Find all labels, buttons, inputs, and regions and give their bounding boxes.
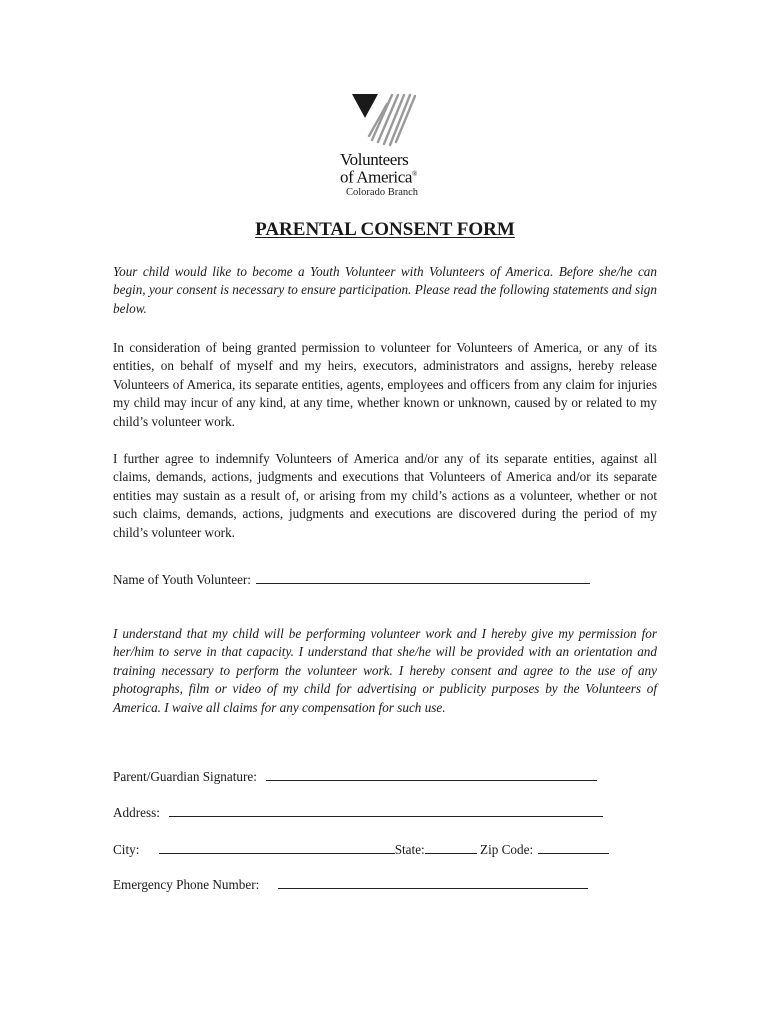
phone-label: Emergency Phone Number:: [113, 877, 260, 892]
youth-name-label: Name of Youth Volunteer:: [113, 572, 251, 587]
address-row: [113, 803, 603, 822]
phone-row: [113, 875, 588, 894]
form-title: [0, 219, 770, 241]
address-field[interactable]: [169, 803, 603, 817]
city-state-zip-row: [113, 840, 609, 859]
signature-row: [113, 767, 597, 786]
org-name-line1: Volunteers: [340, 150, 409, 169]
registered-mark: ®: [412, 170, 417, 178]
release-paragraph: In consideration of being granted permission to volunteer for Volunteers of America, or any of its entities, on behalf of myself and my heirs, executors, administrators and assigns, hereby release Volunteers of America, its separate entities, agents, employees and officers from any claim for injuries my child may incur of any kind, at any time, whether known or unknown, caused by or related to my child’s volunteer work.: [113, 340, 657, 429]
zip-label: Zip Code:: [480, 842, 534, 857]
city-field[interactable]: [159, 840, 395, 854]
address-label: Address:: [113, 805, 160, 820]
consent-paragraph: I understand that my child will be performing volunteer work and I hereby give my permission for her/him to serve in that capacity. I understand that she/he will be provided with an orientation and training necessary to perform the volunteer work. I hereby consent and agree to the use of any photographs, film or video of my child for advertising or publicity purposes by the Volunteers of America. I waive all claims for any compensation for such use.: [113, 626, 657, 715]
phone-field[interactable]: [278, 875, 588, 889]
indemnify-paragraph: I further agree to indemnify Volunteers of America and/or any of its separate entities, against all claims, demands, actions, judgments and executions that Volunteers of America and/or its separate entities may sustain as a result of, or arising from my child’s actions as a volunteer, whether or not such claims, demands, actions, judgments and executions are discovered during the period of my child’s volunteer work.: [113, 451, 657, 540]
signature-label: Parent/Guardian Signature:: [113, 769, 257, 784]
state-field[interactable]: [425, 840, 477, 854]
form-title-text: PARENTAL CONSENT FORM: [255, 219, 515, 240]
org-name-line2: [340, 166, 417, 186]
intro-paragraph: Your child would like to become a Youth Volunteer with Volunteers of America. Before she/he can begin, your consent is necessary to ensure participation. Please read the following statements and sign below.: [113, 264, 657, 316]
org-name-line2-text: of America: [340, 167, 412, 187]
zip-field[interactable]: [538, 840, 609, 854]
state-label: State:: [394, 842, 425, 857]
youth-name-field[interactable]: [256, 570, 590, 584]
youth-name-row: [113, 570, 590, 589]
volunteers-of-america-logo-icon: [352, 92, 416, 150]
signature-field[interactable]: [266, 767, 597, 781]
city-label: City:: [113, 842, 140, 857]
branch-name: Colorado Branch: [346, 187, 419, 198]
